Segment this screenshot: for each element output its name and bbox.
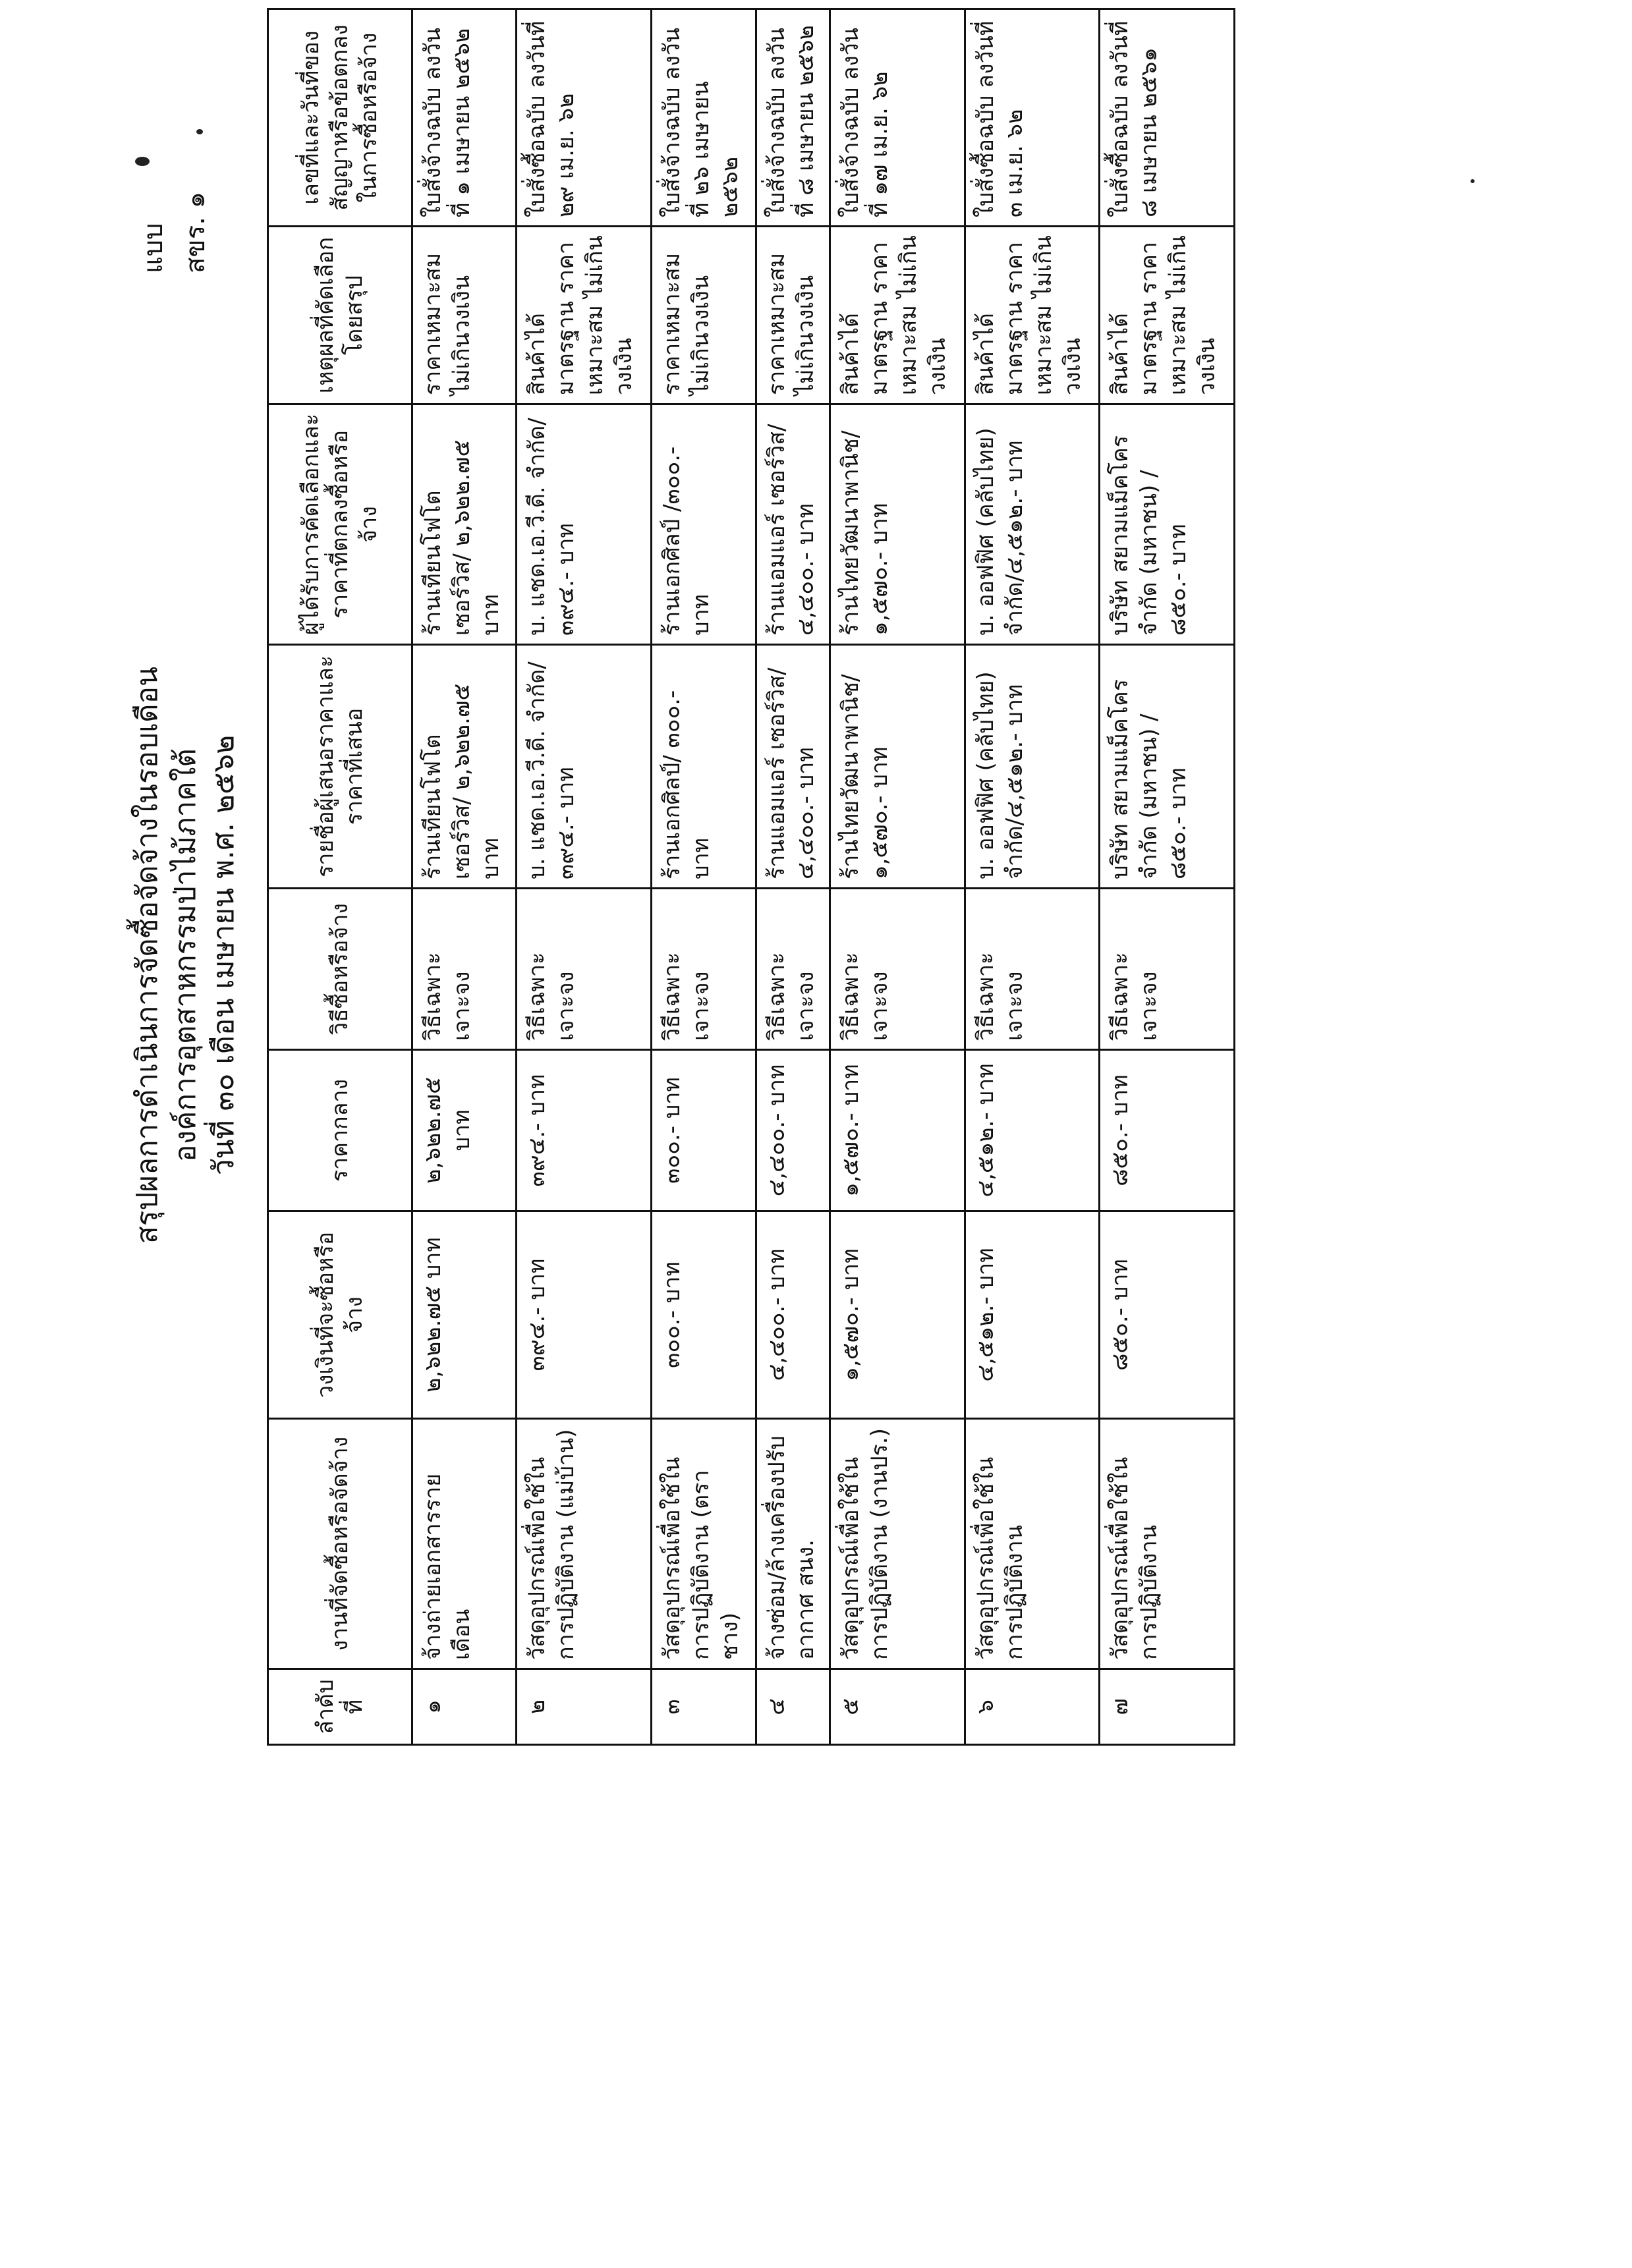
cell-winner: บ. ออฟฟิศ (คลับไทย) จำกัด/๔,๕๑๒.- บาท: [965, 404, 1100, 645]
cell-bidders: บ. ออฟฟิศ (คลับไทย) จำกัด/๔,๕๑๒.- บาท: [965, 645, 1100, 889]
cell-reason: สินค้าได้มาตรฐาน ราคาเหมาะสม ไม่เกินวงเงิน: [517, 227, 652, 404]
cell-median: ๘๕๐.- บาท: [1100, 1050, 1235, 1211]
cell-no: ๑: [412, 1669, 517, 1745]
header-median: ราคากลาง: [268, 1050, 412, 1211]
cell-method: วิธีเฉพาะเจาะจง: [652, 889, 756, 1050]
cell-bidders: ร้านเทียนโฟโตเซอร์วิส/ ๒,๖๒๒.๗๕ บาท: [412, 645, 517, 889]
cell-bidders: ร้านเอกศิลป์/ ๓๐๐.- บาท: [652, 645, 756, 889]
cell-median: ๓๐๐.- บาท: [652, 1050, 756, 1211]
header-no: ลำดับที่: [268, 1669, 412, 1745]
cell-no: ๖: [965, 1669, 1100, 1745]
cell-contract: ใบสั่งจ้างฉบับ ลงวันที่ ๒๖ เมษายน ๒๕๖๒: [652, 9, 756, 227]
cell-no: ๓: [652, 1669, 756, 1745]
scan-speck: [1471, 179, 1475, 183]
procurement-table: [267, 8, 1235, 1746]
cell-item: จ้างซ่อม/ล้างเครื่องปรับอากาศ สนง.: [756, 1419, 830, 1669]
cell-median: ๔,๕๑๒.- บาท: [965, 1050, 1100, 1211]
cell-method: วิธีเฉพาะเจาะจง: [1100, 889, 1235, 1050]
header-budget: วงเงินที่จะซื้อหรือจ้าง: [268, 1211, 412, 1419]
header-row: [268, 9, 412, 1745]
cell-budget: ๓๐๐.- บาท: [652, 1211, 756, 1419]
cell-item: วัสดุอุปกรณ์เพื่อใช้ในการปฏิบัติงาน: [965, 1419, 1100, 1669]
header-item: งานที่จัดซื้อหรือจัดจ้าง: [268, 1419, 412, 1669]
cell-winner: ร้านแอมแอร์ เซอร์วิส/ ๔,๔๐๐.- บาท: [756, 404, 830, 645]
cell-winner: ร้านเอกศิลป์ /๓๐๐.- บาท: [652, 404, 756, 645]
title-line: วันที่ ๓๐ เดือน เมษายน พ.ศ. ๒๕๖๒: [207, 734, 240, 1176]
cell-no: ๔: [756, 1669, 830, 1745]
cell-no: ๒: [517, 1669, 652, 1745]
table-row: [412, 9, 517, 1745]
cell-contract: ใบสั่งซื้อฉบับ ลงวันที่ ๘ เมษายน ๒๕๖๑: [1100, 9, 1235, 227]
cell-reason: สินค้าได้มาตรฐาน ราคาเหมาะสม ไม่เกินวงเงิน: [830, 227, 965, 404]
cell-median: ๓๙๔.- บาท: [517, 1050, 652, 1211]
cell-reason: สินค้าได้มาตรฐาน ราคาเหมาะสม ไม่เกินวงเงิน: [1100, 227, 1235, 404]
cell-reason: ราคาเหมาะสม ไม่เกินวงเงิน: [652, 227, 756, 404]
cell-budget: ๓๙๔.- บาท: [517, 1211, 652, 1419]
cell-bidders: บ. แชด.เอ.วี.ดี. จำกัด/ ๓๙๔.- บาท: [517, 645, 652, 889]
cell-method: วิธีเฉพาะเจาะจง: [517, 889, 652, 1050]
cell-method: วิธีเฉพาะเจาะจง: [830, 889, 965, 1050]
cell-contract: ใบสั่งจ้างฉบับ ลงวันที่ ๘ เมษายน ๒๕๖๒: [756, 9, 830, 227]
cell-contract: ใบสั่งจ้างฉบับ ลงวันที่ ๑ เมษายน ๒๕๖๒: [412, 9, 517, 227]
document-title: [128, 165, 243, 1746]
header-contract: เลขที่และวันที่ของสัญญาหรือข้อตกลงในการซื้อหรือจ้าง: [268, 9, 412, 227]
cell-bidders: ร้านแอมแอร์ เซอร์วิส/ ๔,๔๐๐.- บาท: [756, 645, 830, 889]
cell-no: ๗: [1100, 1669, 1235, 1745]
cell-median: ๑,๕๗๐.- บาท: [830, 1050, 965, 1211]
cell-contract: ใบสั่งจ้างฉบับ ลงวันที่ ๑๗ เม.ย. ๖๒: [830, 9, 965, 227]
cell-reason: ราคาเหมาะสม ไม่เกินวงเงิน: [412, 227, 517, 404]
cell-median: ๔,๔๐๐.- บาท: [756, 1050, 830, 1211]
cell-bidders: บริษัท สยามแม็คโคร จำกัด (มหาชน) /๘๕๐.- บาท: [1100, 645, 1235, 889]
cell-winner: ร้านไทยวัฒนาพานิช/ ๑,๕๗๐.- บาท: [830, 404, 965, 645]
cell-winner: บ. แชด.เอ.วี.ดี. จำกัด/ ๓๙๔.- บาท: [517, 404, 652, 645]
cell-no: ๕: [830, 1669, 965, 1745]
cell-budget: ๒,๖๒๒.๗๕ บาท: [412, 1211, 517, 1419]
cell-item: วัสดุอุปกรณ์เพื่อใช้ในการปฏิบัติงาน (ตราชาง): [652, 1419, 756, 1669]
cell-method: วิธีเฉพาะเจาะจง: [965, 889, 1100, 1050]
table-row: [652, 9, 756, 1745]
table-row: [756, 9, 830, 1745]
rotated-page: [128, 20, 1255, 1746]
cell-method: วิธีเฉพาะเจาะจง: [756, 889, 830, 1050]
cell-method: วิธีเฉพาะเจาะจง: [412, 889, 517, 1050]
cell-item: วัสดุอุปกรณ์เพื่อใช้ในการปฏิบัติงาน (งานปร.): [830, 1419, 965, 1669]
cell-bidders: ร้านไทยวัฒนาพานิช/ ๑,๕๗๐.- บาท: [830, 645, 965, 889]
table-row: [965, 9, 1100, 1745]
title-line: องค์การอุตสาหกรรมป่าไม้ภาคใต้: [169, 748, 202, 1162]
cell-reason: สินค้าได้มาตรฐาน ราคาเหมาะสม ไม่เกินวงเงิน: [965, 227, 1100, 404]
cell-winner: ร้านเทียนโฟโตเซอร์วิส/ ๒,๖๒๒.๗๕ บาท: [412, 404, 517, 645]
table-row: [1100, 9, 1235, 1745]
table-row: [517, 9, 652, 1745]
cell-contract: ใบสั่งซื้อฉบับ ลงวันที่ ๓ เม.ย. ๖๒: [965, 9, 1100, 227]
cell-budget: ๔,๕๑๒.- บาท: [965, 1211, 1100, 1419]
header-method: วิธีซื้อหรือจ้าง: [268, 889, 412, 1050]
header-winner: ผู้ได้รับการคัดเลือกและราคาที่ตกลงซื้อหรือจ้าง: [268, 404, 412, 645]
header-reason: เหตุผลที่คัดเลือกโดยสรุป: [268, 227, 412, 404]
cell-budget: ๑,๕๗๐.- บาท: [830, 1211, 965, 1419]
cell-item: วัสดุอุปกรณ์เพื่อใช้ในการปฏิบัติงาน: [1100, 1419, 1235, 1669]
cell-contract: ใบสั่งซื้อฉบับ ลงวันที่ ๒๙ เม.ย. ๖๒: [517, 9, 652, 227]
cell-median: ๒,๖๒๒.๗๕ บาท: [412, 1050, 517, 1211]
table-row: [830, 9, 965, 1745]
cell-item: จ้างถ่ายเอกสารรายเดือน: [412, 1419, 517, 1669]
header-bidders: รายชื่อผู้เสนอราคาและราคาที่เสนอ: [268, 645, 412, 889]
title-line: สรุปผลการดำเนินการจัดซื้อจัดจ้างในรอบเดือน: [130, 666, 164, 1244]
cell-reason: ราคาเหมาะสม ไม่เกินวงเงิน: [756, 227, 830, 404]
form-id: แบบ สขร. ๑: [138, 191, 211, 273]
scan-speck: [196, 129, 203, 134]
cell-winner: บริษัท สยามแม็คโครจำกัด (มหาชน) /๘๕๐.- บาท: [1100, 404, 1235, 645]
cell-budget: ๘๕๐.- บาท: [1100, 1211, 1235, 1419]
cell-item: วัสดุอุปกรณ์เพื่อใช้ในการปฏิบัติงาน (แม่บ้าน): [517, 1419, 652, 1669]
cell-budget: ๔,๔๐๐.- บาท: [756, 1211, 830, 1419]
